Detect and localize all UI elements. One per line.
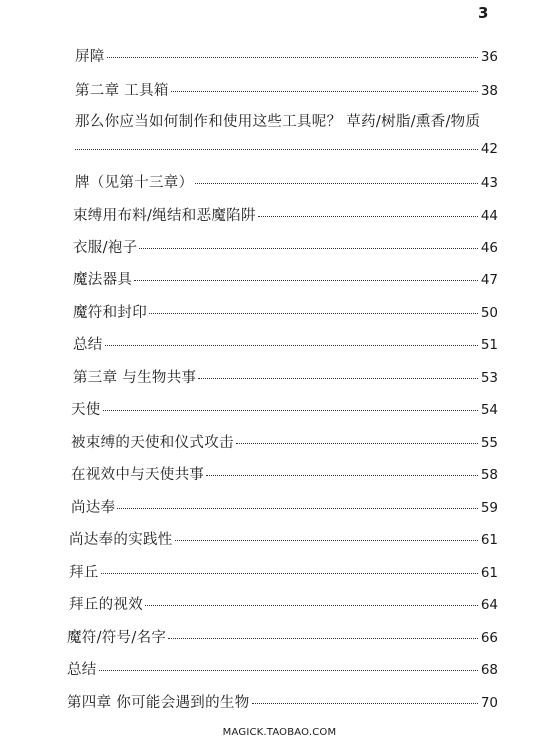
toc-entry-title: 第二章 工具箱 (75, 83, 169, 99)
toc-entry-title: 天使 (71, 402, 101, 418)
dot-leader (149, 299, 478, 314)
toc-entry-title: 牌（见第十三章） (75, 175, 194, 191)
toc-entry (67, 627, 498, 647)
toc-entry-page: 43 (480, 175, 498, 191)
toc-entry (69, 562, 498, 582)
toc-entry (71, 432, 498, 452)
toc-entry-title: 第四章 你可能会遇到的生物 (67, 695, 250, 711)
toc-entry-page: 58 (480, 467, 498, 483)
dot-leader (117, 494, 477, 509)
toc-entry-page: 66 (480, 630, 498, 646)
toc-entry (73, 205, 498, 225)
dot-leader (101, 559, 478, 574)
dot-leader (139, 234, 477, 249)
toc-entry (67, 659, 498, 679)
toc-entry-page: 42 (480, 141, 498, 157)
toc-entry-page: 51 (480, 337, 498, 353)
toc-entry (73, 302, 498, 322)
toc-entry-page: 61 (480, 532, 498, 548)
toc-entry (69, 529, 498, 549)
dot-leader (105, 331, 478, 346)
dot-leader (258, 202, 478, 217)
dot-leader (75, 135, 478, 150)
toc-entry-page: 68 (480, 662, 498, 678)
toc-entry-continuation (75, 138, 498, 158)
toc-entry-title: 衣服/袍子 (73, 240, 138, 256)
dot-leader (134, 266, 478, 281)
toc-entry (71, 497, 498, 517)
toc-entry-title: 魔法器具 (73, 272, 133, 288)
toc-entry-title: 拜丘 (69, 565, 99, 581)
toc-entry-page: 36 (480, 49, 498, 65)
toc-entry-page: 70 (480, 695, 498, 711)
toc-entry (71, 399, 498, 419)
toc-entry (73, 334, 498, 354)
toc-entry-title: 魔符/符号/名字 (67, 630, 167, 646)
dot-leader (198, 364, 478, 379)
dot-leader (171, 77, 478, 92)
toc-entry (75, 46, 498, 66)
toc-entry-page: 53 (480, 370, 498, 386)
toc-entry-title: 尚达奉 (71, 500, 116, 516)
toc-entry-page: 38 (480, 83, 498, 99)
toc-entry-page: 50 (480, 305, 498, 321)
toc-entry (71, 464, 498, 484)
toc-entry-title: 束缚用布料/绳结和恶魔陷阱 (73, 208, 256, 224)
toc-entry (67, 692, 498, 712)
toc-entry-page: 47 (480, 272, 498, 288)
dot-leader (145, 591, 478, 606)
dot-leader (168, 624, 478, 639)
dot-leader (206, 461, 478, 476)
toc-entry (73, 269, 498, 289)
toc-entry-title: 被束缚的天使和仪式攻击 (71, 435, 234, 451)
toc-entry-title: 总结 (73, 337, 103, 353)
dot-leader (175, 526, 478, 541)
toc-entry-title: 第三章 与生物共事 (73, 370, 197, 386)
toc-entry-title: 那么你应当如何制作和使用这些工具呢？ 草药/树脂/熏香/物质 (75, 114, 481, 130)
toc-entry-page: 59 (480, 500, 498, 516)
toc-entry-page: 64 (480, 597, 498, 613)
toc-entry-title: 魔符和封印 (73, 305, 147, 321)
toc-entry-page: 61 (480, 565, 498, 581)
dot-leader (107, 43, 478, 58)
toc-entry-title: 在视效中与天使共事 (71, 467, 205, 483)
footer-watermark: MAGICK.TAOBAO.COM (222, 727, 337, 738)
toc-entry-page: 46 (480, 240, 498, 256)
toc-entry (73, 367, 498, 387)
toc-entry (69, 594, 498, 614)
toc-entry-title: 拜丘的视效 (69, 597, 143, 613)
toc-entry-title: 总结 (67, 662, 97, 678)
dot-leader (195, 169, 477, 184)
toc-entry-page: 54 (480, 402, 498, 418)
toc-entry-title: 尚达奉的实践性 (69, 532, 173, 548)
toc-entry-title: 屏障 (75, 49, 105, 65)
toc-entry (75, 172, 498, 192)
toc-entry-page: 55 (480, 435, 498, 451)
toc-entry (73, 237, 498, 257)
dot-leader (252, 689, 478, 704)
dot-leader (99, 656, 478, 671)
dot-leader (103, 396, 478, 411)
toc-entry (75, 80, 498, 100)
toc-entry-page: 44 (480, 208, 498, 224)
page-number: 3 (478, 4, 489, 22)
dot-leader (236, 429, 478, 444)
